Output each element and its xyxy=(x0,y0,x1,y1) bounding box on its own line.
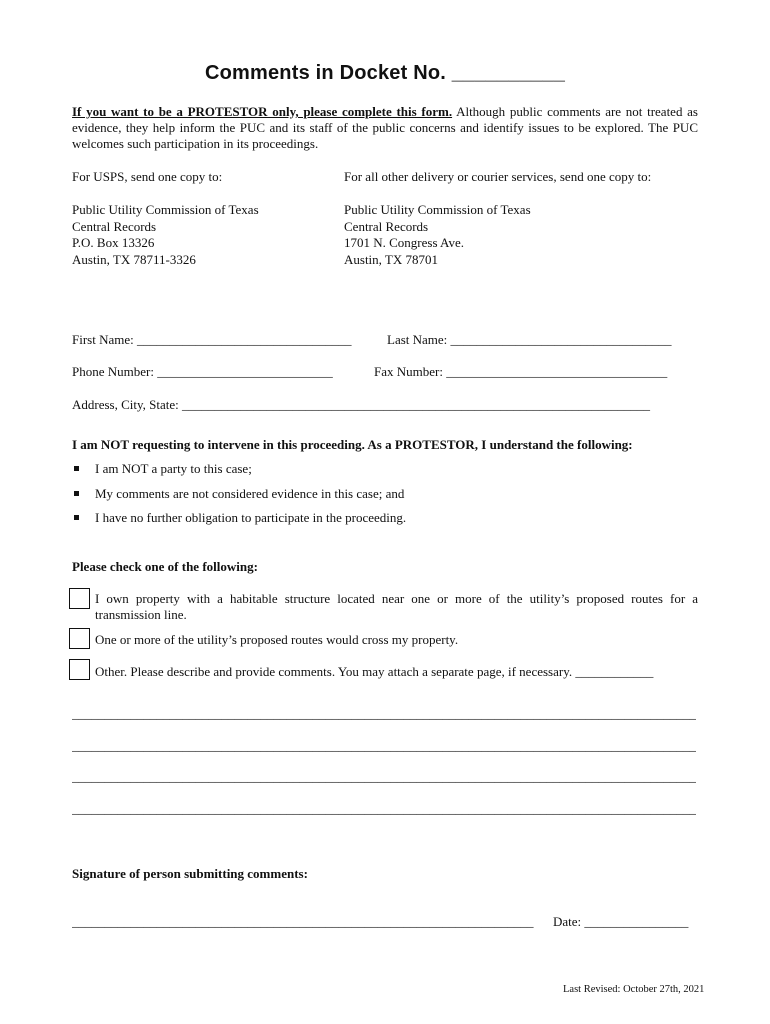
address-line: Central Records xyxy=(72,218,157,234)
usps-label: For USPS, send one copy to: xyxy=(72,169,223,184)
understanding-list xyxy=(72,461,712,535)
route-crosses-property-checkbox[interactable] xyxy=(69,628,90,649)
courier-address xyxy=(344,202,531,268)
intro-paragraph xyxy=(72,104,698,152)
page-title: Comments in Docket No. __________ xyxy=(204,62,566,84)
comment-line[interactable]: ________________________________________________________________________________________________ xyxy=(72,706,696,721)
phone-number-field[interactable]: Phone Number: ___________________________ xyxy=(72,364,333,379)
list-item-text: I am NOT a party to this case; xyxy=(95,461,252,476)
address-line: P.O. Box 13326 xyxy=(72,235,155,250)
address-line: Austin, TX 78711-3326 xyxy=(72,251,196,267)
comment-line[interactable]: ________________________________________________________________________________________________ xyxy=(72,769,696,784)
check-heading: Please check one of the following: xyxy=(72,559,258,574)
signature-line[interactable]: _______________________________________________________________________ xyxy=(72,914,534,929)
protestor-statement: I am NOT requesting to intervene in this proceeding. As a PROTESTOR, I understand the following: xyxy=(72,437,633,452)
usps-address xyxy=(72,202,259,268)
option-other: Other. Please describe and provide comments. You may attach a separate page, if necessary. ____________ xyxy=(95,664,654,679)
list-item xyxy=(72,461,712,486)
address-line: Central Records xyxy=(344,218,429,234)
list-item xyxy=(72,486,712,511)
list-item xyxy=(72,510,712,535)
address-line: Public Utility Commission of Texas xyxy=(344,202,531,217)
other-checkbox[interactable] xyxy=(69,659,90,680)
intro-lead: If you want to be a PROTESTOR only, please complete this form. xyxy=(72,104,453,119)
courier-label: For all other delivery or courier services, send one copy to: xyxy=(344,169,652,184)
address-field[interactable]: Address, City, State: ________________________________________________________________________ xyxy=(72,397,651,412)
comment-line[interactable]: ________________________________________________________________________________________________ xyxy=(72,801,696,816)
address-line: Austin, TX 78701 xyxy=(344,251,439,267)
bullet-icon xyxy=(74,515,79,520)
address-line: Public Utility Commission of Texas xyxy=(72,202,259,217)
last-name-field[interactable]: Last Name: __________________________________ xyxy=(387,332,672,347)
intro-body: Although public comments are not treated as evidence, they help inform the PUC and its staff of the public concerns and identify issues to be explored. The PUC welcomes such participation in its proceedings. xyxy=(72,104,698,151)
fax-number-field[interactable]: Fax Number: __________________________________ xyxy=(374,364,668,379)
date-field[interactable]: Date: ________________ xyxy=(553,914,689,929)
list-item-text: My comments are not considered evidence in this case; and xyxy=(95,485,405,501)
bullet-icon xyxy=(74,466,79,471)
signature-label: Signature of person submitting comments: xyxy=(72,866,308,881)
list-item-text: I have no further obligation to participate in the proceeding. xyxy=(95,510,407,525)
bullet-icon xyxy=(74,491,79,496)
first-name-field[interactable]: First Name: _________________________________ xyxy=(72,332,352,347)
property-near-route-checkbox[interactable] xyxy=(69,588,90,609)
option-route-crosses-property: One or more of the utility’s proposed routes would cross my property. xyxy=(95,632,459,647)
address-line: 1701 N. Congress Ave. xyxy=(344,235,465,250)
option-property-near-route: I own property with a habitable structure located near one or more of the utility’s proposed routes for a transmission line. xyxy=(95,591,698,622)
last-revised: Last Revised: October 27th, 2021 xyxy=(563,984,705,995)
comment-line[interactable]: ________________________________________________________________________________________________ xyxy=(72,738,696,753)
